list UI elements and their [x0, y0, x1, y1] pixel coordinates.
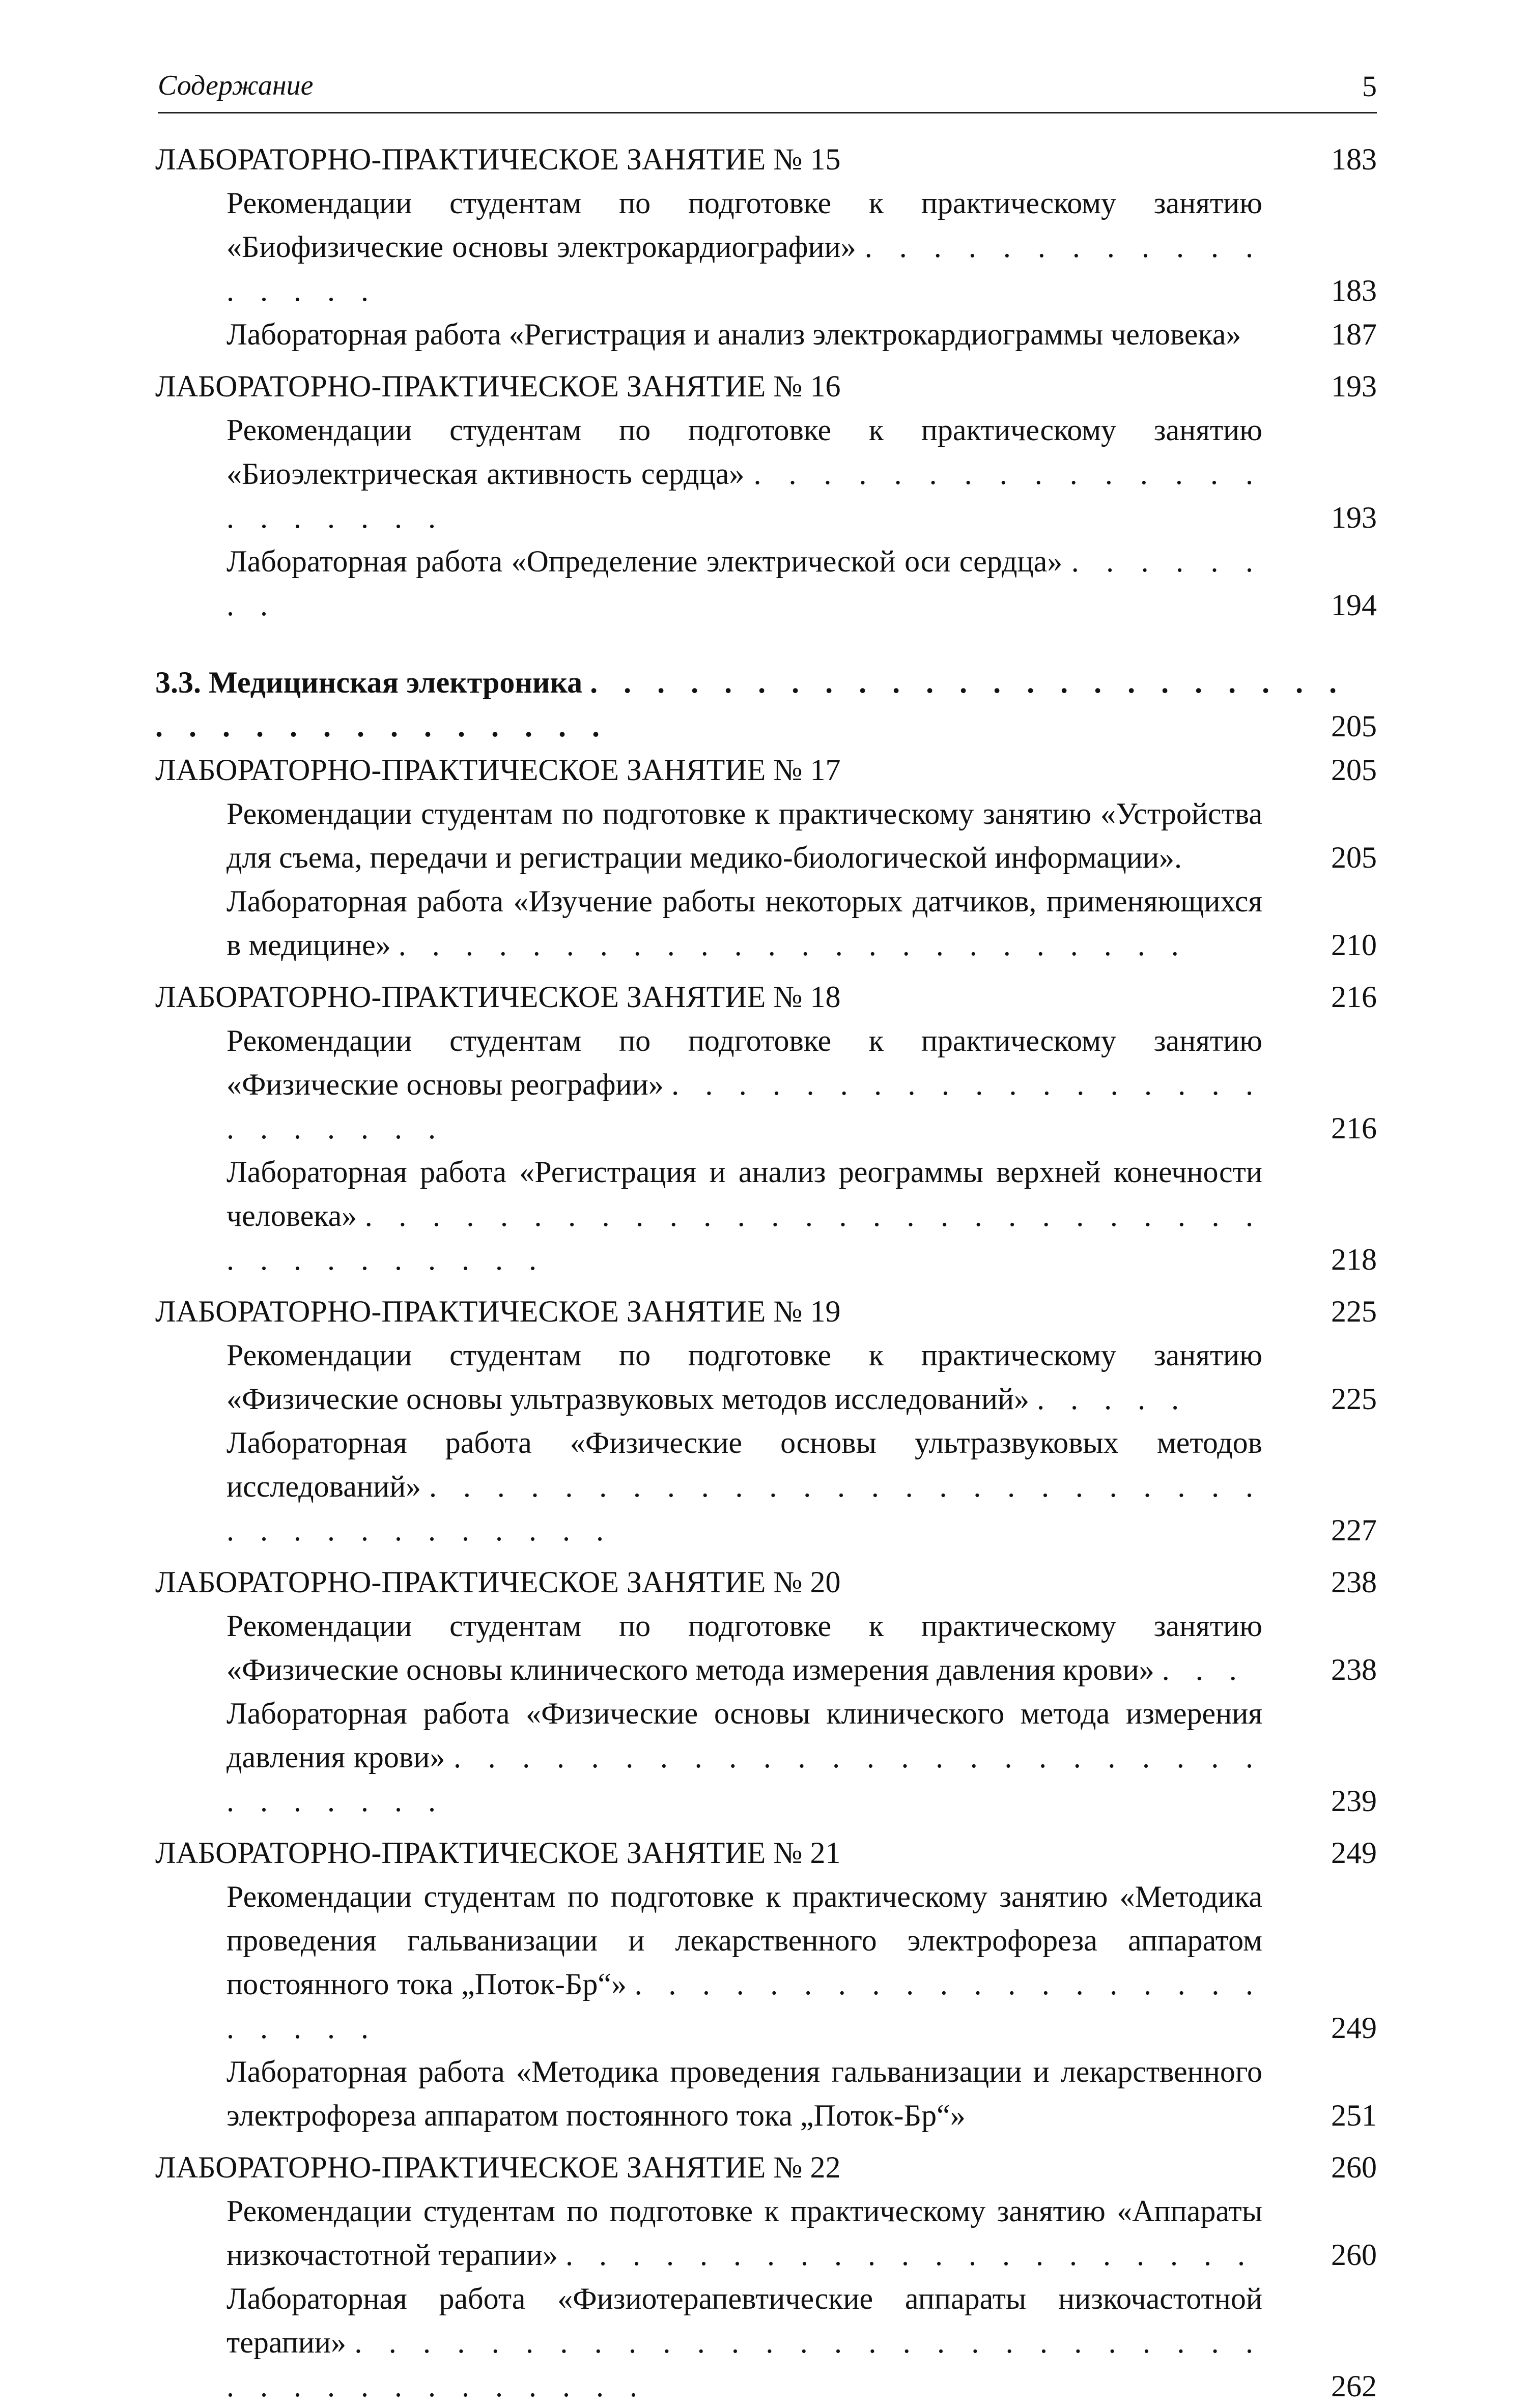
toc-entry-text: Лабораторная работа «Изучение работы некоторых датчиков, применяющихся в медицине»	[227, 884, 1262, 962]
leader-dots: . . . . . . . . . . . . . . . . . . . . . . . .	[227, 1967, 1263, 2045]
toc-entry-lab-19	[155, 1289, 1377, 1333]
toc-entry-text: Лабораторная работа «Регистрация и анализ реограммы верхней конечности человека»	[227, 1155, 1262, 1232]
toc-entry-text: Рекомендации студентам по подготовке к практическому занятию «Аппараты низкочастотной терапии»	[227, 2194, 1262, 2272]
toc-entry-page: 238	[1331, 1653, 1377, 1686]
toc-entry-text: 3.3. Медицинская электроника	[155, 666, 583, 699]
toc-entry-text: Рекомендации студентам по подготовке к практическому занятию «Биофизические основы электрокардиографии»	[227, 186, 1262, 264]
toc-entry-page: 262	[1331, 2369, 1377, 2403]
toc-entry-labwork-21	[155, 2050, 1377, 2137]
running-header-title: Содержание	[158, 70, 314, 101]
toc-entry-page: 194	[1331, 588, 1377, 622]
leader-dots: . . . . . . . . . . . . . . . . . . . . . . . . . . . . . . . . . . . . . . . .	[227, 2326, 1263, 2403]
toc-entry-labwork-18	[155, 1150, 1377, 1281]
toc-entry-page: 238	[1331, 1565, 1377, 1599]
toc-entry-text: ЛАБОРАТОРНО-ПРАКТИЧЕСКОЕ ЗАНЯТИЕ № 21	[155, 1836, 841, 1870]
toc-entry-page: 249	[1331, 2011, 1377, 2045]
leader-dots: . . . . . . . . . . . . . . . . . . . . . . . .	[398, 928, 1188, 962]
toc-entry-lab-18	[155, 975, 1377, 1019]
toc-entry-lab-16	[155, 364, 1377, 408]
leader-dots: . . . . . . . . . . . . . . . . . . . . .	[565, 2238, 1255, 2272]
toc-entry-page: 205	[1331, 753, 1377, 787]
toc-entry-text: ЛАБОРАТОРНО-ПРАКТИЧЕСКОЕ ЗАНЯТИЕ № 22	[155, 2151, 841, 2184]
running-header	[158, 65, 1377, 113]
toc-entry-text: ЛАБОРАТОРНО-ПРАКТИЧЕСКОЕ ЗАНЯТИЕ № 18	[155, 980, 841, 1014]
table-of-contents	[155, 137, 1377, 2408]
toc-entry-page: 251	[1331, 2099, 1377, 2132]
toc-entry-text: ЛАБОРАТОРНО-ПРАКТИЧЕСКОЕ ЗАНЯТИЕ № 17	[155, 753, 841, 787]
toc-entry-page: 183	[1331, 142, 1377, 176]
toc-entry-lab-20	[155, 1560, 1377, 1604]
toc-entry-lab-17	[155, 748, 1377, 792]
toc-entry-labwork-16	[155, 539, 1377, 627]
toc-entry-text: ЛАБОРАТОРНО-ПРАКТИЧЕСКОЕ ЗАНЯТИЕ № 16	[155, 369, 841, 403]
leader-dots: . . . . . . . . . . . . . . . . . . . . . . . . . . . . . . . . . . . . .	[227, 1199, 1262, 1276]
toc-entry-text: ЛАБОРАТОРНО-ПРАКТИЧЕСКОЕ ЗАНЯТИЕ № 15	[155, 142, 841, 176]
toc-entry-labwork-17	[155, 879, 1377, 967]
toc-entry-page: 187	[1331, 318, 1377, 351]
leader-dots: . . .	[1162, 1653, 1246, 1686]
toc-entry-page: 205	[1331, 841, 1377, 874]
toc-section-medical-electronics	[155, 661, 1377, 748]
leader-dots: . . . . . . . . . . . . . . . . . . . . . . . . .	[227, 1068, 1263, 1145]
toc-entry-page: 210	[1331, 928, 1377, 962]
leader-dots: . . . . . . . . . . . . . . . . .	[227, 230, 1263, 307]
leader-dots: . . . . . . . . . . . . . . . . . . . . . . . . . . . . . . . . . . . . .	[155, 666, 1346, 743]
toc-entry-page: 225	[1331, 1382, 1377, 1416]
toc-entry-page: 227	[1331, 1513, 1377, 1547]
toc-entry-recommendations-17	[155, 792, 1377, 879]
toc-entry-page: 260	[1331, 2238, 1377, 2272]
toc-entry-labwork-15	[155, 312, 1377, 356]
toc-entry-text: Лабораторная работа «Методика проведения гальванизации и лекарственного электрофореза аппаратом постоянного тока „Поток-Бр“»	[227, 2055, 1262, 2132]
toc-entry-text: Рекомендации студентам по подготовке к практическому занятию «Биоэлектрическая активность сердца»	[227, 413, 1262, 491]
toc-entry-recommendations-15	[155, 181, 1377, 312]
toc-entry-lab-15	[155, 137, 1377, 181]
toc-entry-page: 218	[1331, 1243, 1377, 1276]
toc-entry-text: Рекомендации студентам по подготовке к практическому занятию «Физические основы реографии»	[227, 1024, 1262, 1101]
toc-entry-recommendations-22	[155, 2189, 1377, 2277]
leader-dots: . . . . . . . . . . . . . . . . . . . . . .	[227, 457, 1263, 534]
toc-entry-text: Лабораторная работа «Регистрация и анализ электрокардиограммы человека»	[227, 318, 1241, 351]
leader-dots: . . . . . . . . . . . . . . . . . . . . . . . . . . . . . . .	[227, 1740, 1263, 1818]
toc-entry-recommendations-19	[155, 1333, 1377, 1421]
leader-dots: . . . . .	[1037, 1382, 1189, 1416]
toc-entry-page: 216	[1331, 980, 1377, 1014]
toc-entry-page: 193	[1331, 369, 1377, 403]
toc-entry-page: 260	[1331, 2151, 1377, 2184]
toc-entry-text: Рекомендации студентам по подготовке к практическому занятию «Физические основы клинического метода измерения давления крови»	[227, 1609, 1262, 1686]
toc-entry-page: 183	[1331, 274, 1377, 307]
toc-entry-lab-21	[155, 1831, 1377, 1875]
toc-entry-page: 216	[1331, 1111, 1377, 1145]
toc-entry-text: Лабораторная работа «Физические основы ультразвуковых методов исследований»	[227, 1426, 1262, 1503]
leader-dots: . . . . . . . .	[227, 544, 1262, 622]
toc-entry-page: 249	[1331, 1836, 1377, 1870]
toc-entry-recommendations-21	[155, 1875, 1377, 2050]
toc-entry-text: Лабораторная работа «Определение электрической оси сердца»	[227, 544, 1063, 578]
toc-entry-text: Лабораторная работа «Физические основы клинического метода измерения давления крови»	[227, 1697, 1262, 1774]
toc-entry-lab-22	[155, 2145, 1377, 2189]
toc-entry-page: 225	[1331, 1295, 1377, 1328]
leader-dots: . . . . . . . . . . . . . . . . . . . . . . . . . . . . . . . . . . . . .	[227, 1470, 1263, 1547]
toc-entry-page: 205	[1331, 709, 1377, 743]
toc-entry-text: ЛАБОРАТОРНО-ПРАКТИЧЕСКОЕ ЗАНЯТИЕ № 20	[155, 1565, 841, 1599]
toc-entry-text: Рекомендации студентам по подготовке к практическому занятию «Устройства для съема, передачи и регистрации медико-биологической информации».	[227, 797, 1262, 874]
page-number: 5	[1362, 70, 1377, 103]
toc-entry-recommendations-18	[155, 1019, 1377, 1150]
toc-entry-text: Лабораторная работа «Физиотерапевтические аппараты низкочастотной терапии»	[227, 2282, 1262, 2359]
toc-entry-labwork-22	[155, 2277, 1377, 2408]
toc-entry-recommendations-20	[155, 1604, 1377, 1692]
toc-entry-labwork-19	[155, 1421, 1377, 1552]
toc-entry-page: 239	[1331, 1784, 1377, 1818]
toc-entry-labwork-20	[155, 1692, 1377, 1823]
toc-entry-text: Рекомендации студентам по подготовке к практическому занятию «Методика проведения гальванизации и лекарственного электрофореза аппаратом постоянного тока „Поток-Бр“»	[227, 1880, 1262, 2001]
toc-entry-recommendations-16	[155, 408, 1377, 539]
toc-entry-text: ЛАБОРАТОРНО-ПРАКТИЧЕСКОЕ ЗАНЯТИЕ № 19	[155, 1295, 841, 1328]
toc-entry-page: 193	[1331, 501, 1377, 534]
toc-entry-text: Рекомендации студентам по подготовке к практическому занятию «Физические основы ультразвуковых методов исследований»	[227, 1338, 1262, 1416]
